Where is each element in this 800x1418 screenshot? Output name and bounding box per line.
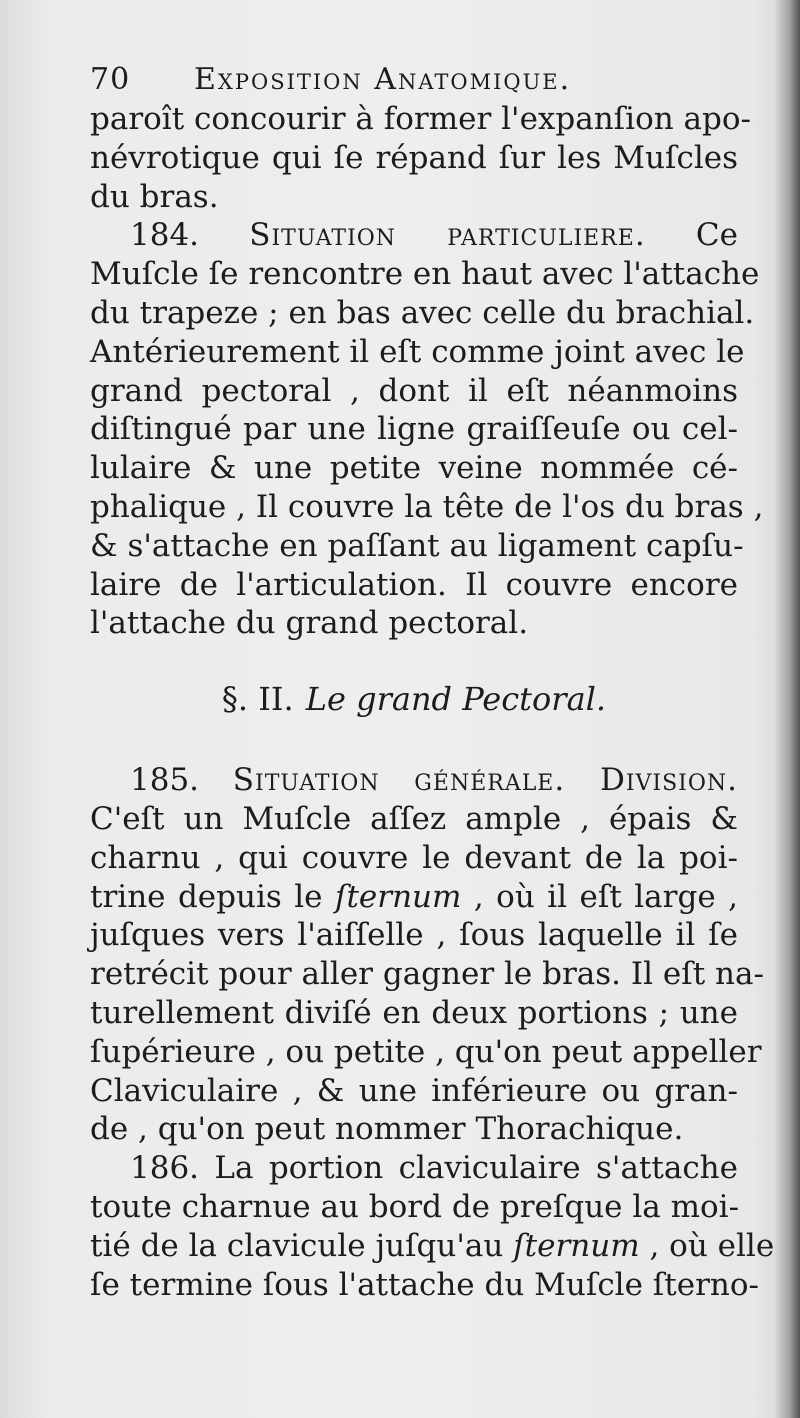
line-text-continued: , où il eſt large ,	[461, 878, 738, 915]
text-line	[90, 178, 738, 217]
text-line	[90, 449, 738, 488]
page-text	[90, 62, 775, 1304]
text-line	[90, 955, 764, 994]
line-text: ſupérieure , ou petite , qu'on peut appeller	[90, 1033, 762, 1070]
text-line	[90, 994, 738, 1033]
text-line	[90, 800, 738, 839]
line-text: charnu , qui couvre le devant de la poi-	[90, 839, 738, 876]
line-text-continued: Ce	[645, 217, 738, 254]
line-text: laire de l'articulation. Il couvre encore	[90, 566, 738, 603]
italic-term: ſternum	[513, 1227, 640, 1264]
text-line	[90, 761, 738, 800]
line-text: turellement diviſé en deux portions ; une	[90, 994, 738, 1031]
text-line	[90, 916, 738, 955]
text-line	[90, 1188, 738, 1227]
line-text: Antérieurement il eſt comme joint avec le	[90, 333, 745, 370]
line-text: retrécit pour aller gagner le bras. Il eſt na-	[90, 956, 764, 993]
line-text: & s'attache en paſſant au ligament capſu-	[90, 527, 744, 564]
text-line	[90, 1149, 738, 1188]
line-text: trine depuis le	[90, 878, 335, 915]
line-text: 184.	[130, 217, 250, 254]
text-line	[90, 1110, 738, 1149]
page-number: 70	[90, 62, 131, 97]
line-text: du trapeze ; en bas avec celle du brachial.	[90, 294, 755, 331]
line-text-continued: , où elle	[639, 1227, 775, 1264]
text-line	[90, 333, 745, 372]
section-title: Le grand Pectoral.	[305, 680, 607, 719]
text-line	[90, 604, 738, 643]
line-text: C'eſt un Muſcle aſſez ample , épais &	[90, 800, 738, 837]
text-line	[90, 527, 744, 566]
line-text: du bras.	[90, 178, 219, 215]
line-text: paroît concourir à former l'expanſion apo-	[90, 101, 752, 137]
text-line	[90, 1072, 738, 1111]
text-line	[90, 566, 738, 605]
text-line	[90, 410, 738, 449]
line-text: 185.	[130, 762, 233, 799]
text-line	[90, 488, 764, 527]
small-caps-heading: Situation générale. Division.	[232, 762, 738, 799]
small-caps-heading: Situation particuliere.	[249, 217, 646, 254]
text-line	[90, 372, 738, 411]
line-text: toute charnue au bord de preſque la moi-	[90, 1188, 740, 1225]
line-text: l'attache du grand pectoral.	[90, 605, 529, 642]
line-text: tié de la clavicule juſqu'au	[90, 1227, 514, 1264]
text-line	[90, 100, 752, 139]
text-line	[90, 1227, 775, 1266]
line-text: Muſcle ſe rencontre en haut avec l'attache	[90, 256, 760, 293]
line-text: névrotique qui ſe répand ſur les Muſcles	[90, 139, 738, 176]
line-text: ſe termine ſous l'attache du Muſcle ſterno-	[90, 1266, 759, 1303]
line-text: grand pectoral , dont il eſt néanmoins	[90, 372, 738, 409]
text-line	[90, 216, 738, 255]
paragraph-block-1	[90, 100, 764, 643]
section-number: §. II.	[221, 680, 294, 719]
text-line	[90, 839, 738, 878]
line-text: lulaire & une petite veine nommée cé-	[90, 450, 738, 487]
line-text: de , qu'on peut nommer Thorachique.	[90, 1111, 684, 1148]
section-heading	[90, 643, 738, 761]
italic-term: ſternum	[334, 878, 462, 915]
line-text: phalique , Il couvre la tête de l'os du bras ,	[90, 488, 764, 525]
line-text: diſtingué par une ligne graiſſeuſe ou cel-	[90, 411, 738, 448]
text-line	[90, 1266, 759, 1305]
page-gutter-shadow	[774, 0, 800, 1418]
text-line	[90, 878, 738, 917]
line-text: juſques vers l'aiſſelle , ſous laquelle il ſe	[90, 917, 738, 954]
line-text: Claviculaire , & une inférieure ou gran-	[90, 1072, 738, 1109]
line-text: 186. La portion claviculaire s'attache	[130, 1150, 738, 1187]
paragraph-block-2	[90, 761, 775, 1304]
text-line	[90, 294, 755, 333]
text-line	[90, 139, 738, 178]
text-line	[90, 255, 760, 294]
text-line	[90, 1033, 762, 1072]
running-title: Exposition Anatomique.	[194, 62, 572, 97]
page-header	[90, 62, 738, 100]
